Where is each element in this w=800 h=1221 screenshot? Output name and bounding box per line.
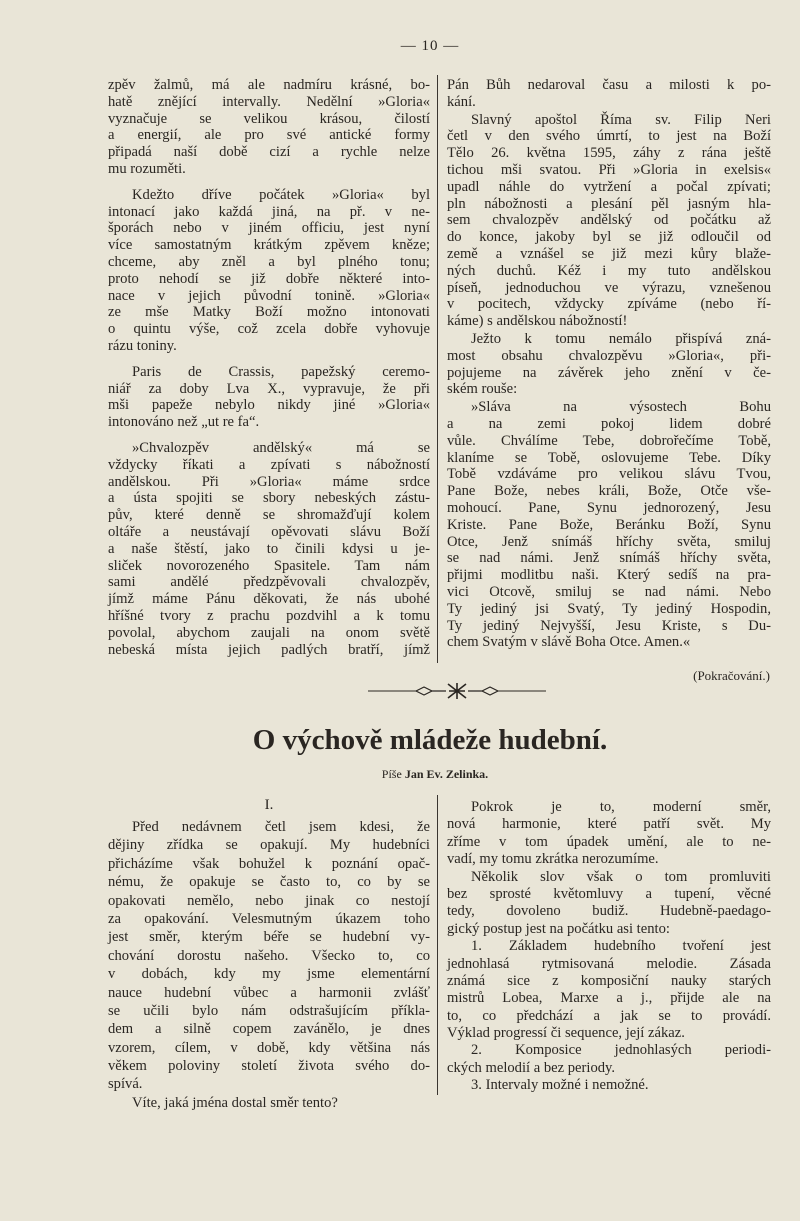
- text-line: Kdežto dříve počátek »Gloria« byl: [132, 186, 430, 203]
- paragraph: [108, 364, 430, 431]
- text-line: mistrů Lobea, Marxe a j., přijde ale na: [447, 990, 771, 1007]
- text-line: oltáře a neustávají opěvovati slávu Boží: [108, 523, 430, 540]
- column-divider: [437, 795, 438, 1095]
- text-line: ných duchů. Kéž i my tuto andělskou: [447, 262, 771, 279]
- text-line: 3. Intervaly možné i nemožné.: [471, 1077, 649, 1094]
- paragraph: [447, 1042, 771, 1077]
- text-line: hříšné tvory z prachu pozdvihl a k tomu: [108, 607, 430, 624]
- paragraph: [447, 77, 771, 111]
- paragraph: [108, 77, 430, 178]
- text-line: »Sláva na výsostech Bohu: [471, 399, 771, 416]
- text-line: dějiny zřídka se opakují. My hudebníci: [108, 837, 430, 854]
- text-line: dem a silně copem zavánělo, je dnes: [108, 1021, 430, 1038]
- text-line: známá sice z komposiční nauky starých: [447, 972, 771, 989]
- text-line: chceme, aby zněl a byl plného tonu;: [108, 253, 430, 270]
- text-line: Víte, jaká jména dostal směr tento?: [132, 1094, 338, 1111]
- top-right-column: [447, 77, 771, 652]
- text-line: povolal, abychom zaujali na onom světě: [108, 624, 430, 641]
- text-line: nová harmonie, které patří svět. My: [447, 816, 771, 833]
- text-line: věkem poloviny století života svého do-: [108, 1058, 430, 1075]
- paragraph: [447, 331, 771, 398]
- text-line: zpěv žalmů, má ale nadmíru krásné, bo-: [108, 77, 430, 93]
- text-line: opakovati nemělo, nebo jinak co nestojí: [108, 892, 430, 909]
- text-line: tedy, dovoleno budiž. Hudebně-paedago-: [447, 903, 771, 920]
- text-line: Ty jediný Nejvyšší, Jesu Kriste, s Du-: [447, 617, 771, 634]
- section-number: I.: [264, 797, 274, 813]
- text-line: Pán Bůh nedaroval času a milosti k po-: [447, 77, 771, 93]
- text-line: klaníme se Tobě, oslovujeme Tebe. Díky: [447, 449, 771, 466]
- text-line: a na zemi pokoj lidem dobré: [447, 415, 771, 432]
- text-line: vici Otcově, smiluj se nad námi. Nebo: [447, 583, 771, 600]
- text-line: mši papeže nebylo nikdy jiné »Gloria«: [108, 397, 430, 414]
- text-line: Výklad progressí či sequence, její zákaz.: [447, 1025, 685, 1042]
- text-line: se učili bylo nám odstrašujícím příkla-: [108, 1002, 430, 1019]
- text-line: 1. Základem hudebního tvoření jest: [471, 938, 771, 955]
- top-left-column: [108, 77, 430, 667]
- text-line: tichou mši svatou. Při »Gloria in exelsis«: [447, 161, 771, 178]
- paragraph: [108, 818, 430, 1094]
- text-line: intonací jako každá jiná, na př. v ne-: [108, 203, 430, 220]
- byline-prefix: Píše: [381, 767, 402, 781]
- text-line: a energií, ale pro své antické formy: [108, 127, 430, 144]
- byline: [0, 767, 800, 782]
- ornament-divider-icon: [368, 682, 546, 700]
- text-line: Ty jediný jsi Svatý, Ty jediný Hospodin,: [447, 600, 771, 617]
- column-divider: [437, 75, 438, 663]
- text-line: pův, které denně se shromažďují kolem: [108, 507, 430, 524]
- text-line: v dobách, kdy my jsme elementární: [108, 966, 430, 983]
- text-line: jednohlasá rytmisovaná melodie. Zásada: [447, 955, 771, 972]
- text-line: gický postup jest na počátku asi tento:: [447, 920, 670, 937]
- paragraph: [447, 869, 771, 939]
- text-line: do konce, jakoby byl se již odloučil od: [447, 229, 771, 246]
- text-line: Pane Bože, nebes králi, Bože, Otče vše-: [447, 483, 771, 500]
- text-line: jímž máme Pánu děkovati, že nás ubohé: [108, 591, 430, 608]
- text-line: hatě znějící intervally. Nedělní »Gloria«: [108, 93, 430, 110]
- text-line: Tobě vzdáváme pro velikou slávu Tvou,: [447, 466, 771, 483]
- text-line: a ústa spojiti se sbory nebeských zástu-: [108, 490, 430, 507]
- text-line: most obsahu chvalozpěvu »Gloria«, při-: [447, 347, 771, 364]
- text-line: připadá naší době cizí a rychle nelze: [108, 144, 430, 161]
- text-line: Slavný apoštol Říma sv. Filip Neri: [471, 111, 771, 128]
- text-line: vzorem, cílem, v době, kdy většina nás: [108, 1039, 430, 1056]
- text-line: Ježto k tomu nemálo přispívá zná-: [471, 330, 771, 347]
- text-line: píseň, jednoduchou ve výrazu, vznešenou: [447, 279, 771, 296]
- text-line: ském rouše:: [447, 381, 518, 398]
- text-line: Paris de Crassis, papežský ceremo-: [132, 363, 430, 380]
- text-line: bez sprosté květomluvy a tupení, věcné: [447, 885, 771, 902]
- text-line: Otce, Jenž snímáš hříchy světa, smiluj: [447, 533, 771, 550]
- text-line: země a vznášel se již mezi kůry blaže-: [447, 245, 771, 262]
- author-name: Jan Ev. Zelinka.: [404, 767, 489, 781]
- text-line: zříme v tom úpadek umění, ale to ne-: [447, 833, 771, 850]
- article-title: O výchově mládeže hudební.: [252, 724, 608, 756]
- text-line: to, co předchází a jak se to provádí.: [447, 1007, 771, 1024]
- text-line: sami andělé předzpěvovali chvalozpěv,: [108, 574, 430, 591]
- text-line: vždycky říkati a zpívati s nábožností: [108, 456, 430, 473]
- text-line: šporách nebo v jiném officiu, jest nyní: [108, 220, 430, 237]
- text-line: upadl náhle do vytržení a počal zpívati;: [447, 178, 771, 195]
- text-line: sliček novorozeného Spasitele. Tam nám: [108, 557, 430, 574]
- text-line: četl v den svého úmrtí, to jest na Boží: [447, 128, 771, 145]
- text-line: Před nedávnem četl jsem kdesi, že: [132, 819, 430, 835]
- text-line: »Chvalozpěv andělský« má se: [132, 439, 430, 456]
- text-line: andělskou. Při »Gloria« máme srdce: [108, 473, 430, 490]
- text-line: Několik slov však o tom promluviti: [471, 868, 771, 885]
- paragraph: [447, 399, 771, 651]
- text-line: Tělo 26. května 1595, záhy z rána ještě: [447, 145, 771, 162]
- continuation-note: (Pokračování.): [693, 668, 770, 683]
- text-line: 2. Komposice jednohlasých periodi-: [471, 1042, 771, 1059]
- text-line: jest směr, kterým béře se hudební vy-: [108, 929, 430, 946]
- text-line: mu rozuměti.: [108, 160, 186, 177]
- text-line: ze mše Matky Boží možno intonovati: [108, 304, 430, 321]
- bottom-right-column: [447, 799, 771, 1095]
- paragraph: [447, 938, 771, 1042]
- text-line: chem Svatým v slávě Boha Otce. Amen.«: [447, 634, 691, 651]
- paragraph: [447, 1077, 771, 1094]
- text-line: pojujeme na závěrek jeho znění v če-: [447, 364, 771, 381]
- text-line: intonováno než „ut re fa“.: [108, 414, 260, 431]
- text-line: Pokrok je to, moderní směr,: [471, 799, 771, 815]
- text-line: vyznačuje se velikou krásou, čilostí: [108, 110, 430, 127]
- paragraph: [108, 440, 430, 658]
- text-line: sem chvalozpěv andělský od počátku až: [447, 212, 771, 229]
- bottom-left-column: [108, 818, 430, 1112]
- text-line: káme) s andělskou nábožností!: [447, 313, 628, 330]
- paragraph: [108, 1094, 430, 1112]
- text-line: v pocitech, vždycky zpíváme (nebo ří-: [447, 296, 771, 313]
- paragraph: [447, 799, 771, 869]
- paragraph: [447, 112, 771, 330]
- text-line: za opakování. Velesmutným úkazem toho: [108, 910, 430, 927]
- page-number: — 10 —: [400, 38, 460, 54]
- text-line: nebeská místa jejich padlých bratří, jímž: [108, 641, 430, 658]
- text-line: pln nábožnosti a plesání pěl jasným hla-: [447, 195, 771, 212]
- text-line: více samostatným krátkým zpěvem kněze;: [108, 237, 430, 254]
- text-line: mohoucí. Pane, Synu jednorozený, Jesu: [447, 499, 771, 516]
- text-line: kání.: [447, 93, 476, 110]
- text-line: ckých melodií a bez periody.: [447, 1059, 616, 1076]
- text-line: niář za doby Lva X., vypravuje, že při: [108, 380, 430, 397]
- text-line: nému, že opakuje se často to, co by se: [108, 874, 430, 891]
- text-line: chování dorostu našeho. Všecko to, co: [108, 947, 430, 964]
- text-line: nace v jejich původní tonině. »Gloria«: [108, 287, 430, 304]
- text-line: o quintu výše, což zcela dobře vyhovuje: [108, 321, 430, 338]
- text-line: Kriste. Pane Bože, Beránku Boží, Synu: [447, 516, 771, 533]
- text-line: nauce hudební vůbec a harmonii zvlášť: [108, 984, 430, 1001]
- text-line: přijmi modlitbu naši. Který sedíš na pra-: [447, 567, 771, 584]
- text-line: se nad námi. Jenž snímáš hříchy světa,: [447, 550, 771, 567]
- text-line: přicházíme však bohužel k poznání opač-: [108, 855, 430, 872]
- text-line: vůle. Chválíme Tebe, dobrořečíme Tobě,: [447, 432, 771, 449]
- paragraph: [108, 187, 430, 355]
- text-line: spívá.: [108, 1076, 143, 1093]
- text-line: a naše štěstí, jako to činili kdysi u je-: [108, 540, 430, 557]
- text-line: rázu toniny.: [108, 337, 177, 354]
- text-line: proto nehodí se již dobře některé into-: [108, 270, 430, 287]
- text-line: vadí, my tomu zkrátka nerozumíme.: [447, 851, 659, 868]
